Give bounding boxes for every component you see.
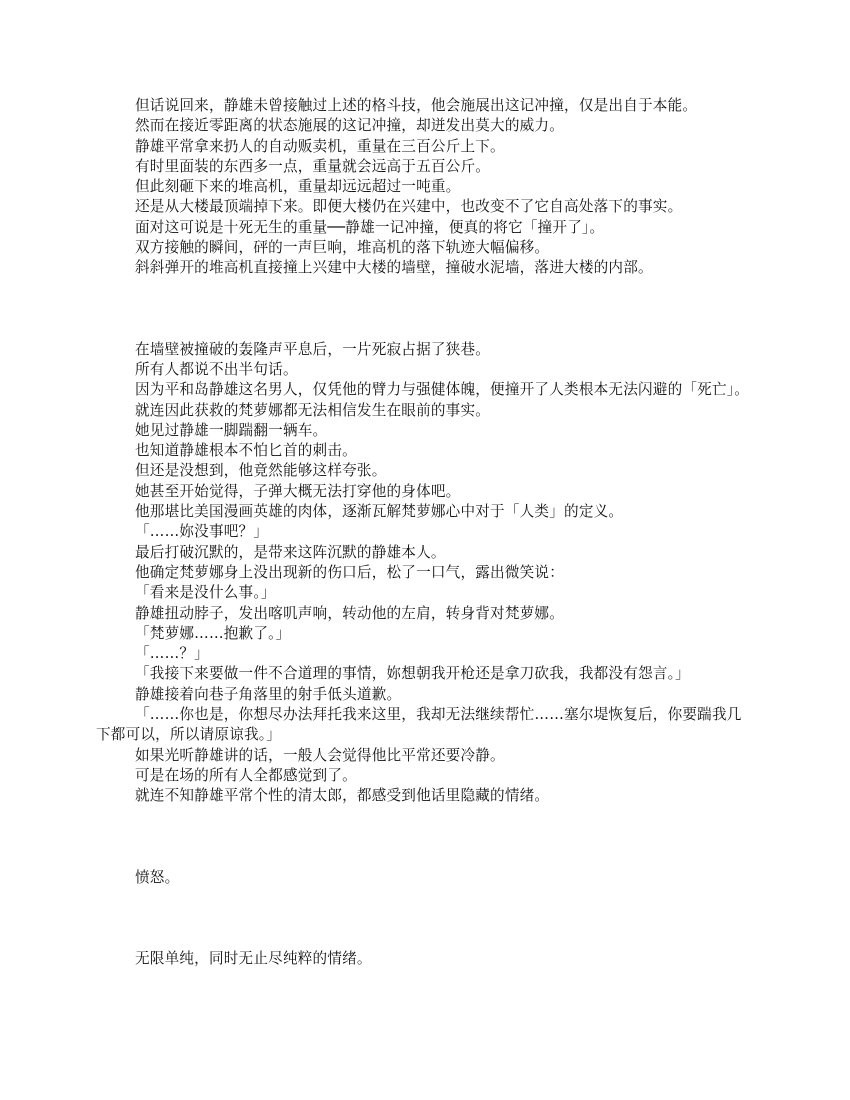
paragraph: 她见过静雄一脚踹翻一辆车。 xyxy=(135,421,328,439)
document-page xyxy=(96,96,756,969)
paragraph: 面对这可说是十死无生的重量──静雄一记冲撞，便真的将它「撞开了」。 xyxy=(135,218,605,236)
paragraph: 他那堪比美国漫画英雄的肉体，逐渐瓦解梵萝娜心中对于「人类」的定义。 xyxy=(135,503,624,521)
paragraph: 也知道静雄根本不怕匕首的刺击。 xyxy=(135,442,357,460)
paragraph: 她甚至开始觉得，子弹大概无法打穿他的身体吧。 xyxy=(135,482,461,500)
paragraph: 还是从大楼最顶端掉下来。即便大楼仍在兴建中，也改变不了它自高处落下的事实。 xyxy=(135,198,683,216)
section-spacer xyxy=(96,888,756,949)
paragraph: 双方接触的瞬间，砰的一声巨响，堆高机的落下轨迹大幅偏移。 xyxy=(135,239,550,257)
text-block-4 xyxy=(96,949,756,969)
text-block-3 xyxy=(96,868,756,888)
section-spacer xyxy=(96,279,756,340)
paragraph: 在墙壁被撞破的轰隆声平息后，一片死寂占据了狭巷。 xyxy=(135,340,491,358)
paragraph: 就连因此获救的梵萝娜都无法相信发生在眼前的事实。 xyxy=(135,401,491,419)
paragraph: 如果光听静雄讲的话，一般人会觉得他比平常还要冷静。 xyxy=(135,746,505,764)
section-spacer xyxy=(96,807,756,868)
paragraph: 最后打破沉默的，是带来这阵沉默的静雄本人。 xyxy=(135,543,446,561)
paragraph: 但此刻砸下来的堆高机，重量却远远超过一吨重。 xyxy=(135,178,461,196)
paragraph: 静雄扭动脖子，发出喀叽声响，转动他的左肩，转身背对梵萝娜。 xyxy=(135,604,565,622)
paragraph: 但还是没想到，他竟然能够这样夸张。 xyxy=(135,462,387,480)
dialogue-line: 「……？」 xyxy=(135,645,209,663)
paragraph: 他确定梵萝娜身上没出现新的伤口后，松了一口气，露出微笑说： xyxy=(135,563,565,581)
dialogue-line: 「……你也是，你想尽办法拜托我来这里，我却无法继续帮忙……塞尔堤恢复后，你要踹我几下都可以，所以请原谅我。」 xyxy=(96,706,742,744)
paragraph: 就连不知静雄平常个性的清太郎，都感受到他话里隐藏的情绪。 xyxy=(135,787,550,805)
paragraph: 所有人都说不出半句话。 xyxy=(135,360,298,378)
paragraph: 但话说回来，静雄未曾接触过上述的格斗技，他会施展出这记冲撞，仅是出自于本能。 xyxy=(135,97,698,114)
paragraph: 无限单纯，同时无止尽纯粹的情绪。 xyxy=(135,949,372,967)
dialogue-line: 「梵萝娜……抱歉了。」 xyxy=(135,624,291,642)
paragraph: 因为平和岛静雄这名男人，仅凭他的臂力与强健体魄，便撞开了人类根本无法闪避的「死亡」。 xyxy=(135,381,750,399)
dialogue-line: 「看来是没什么事。」 xyxy=(135,584,276,602)
dialogue-line: 「我接下来要做一件不合道理的事情，妳想朝我开枪还是拿刀砍我，我都没有怨言。」 xyxy=(135,665,690,683)
paragraph: 然而在接近零距离的状态施展的这记冲撞，却迸发出莫大的威力。 xyxy=(135,117,565,135)
paragraph: 有时里面装的东西多一点，重量就会远高于五百公斤。 xyxy=(135,157,491,175)
dialogue-line: 「……妳没事吧？」 xyxy=(135,523,269,541)
paragraph: 可是在场的所有人全都感觉到了。 xyxy=(135,766,357,784)
paragraph: 愤怒。 xyxy=(135,868,180,886)
paragraph: 静雄接着向巷子角落里的射手低头道歉。 xyxy=(135,685,402,703)
paragraph: 斜斜弹开的堆高机直接撞上兴建中大楼的墙壁，撞破水泥墙，落进大楼的内部。 xyxy=(135,259,653,277)
text-block-2 xyxy=(96,340,756,807)
paragraph: 静雄平常拿来扔人的自动贩卖机，重量在三百公斤上下。 xyxy=(135,137,505,155)
text-block-1 xyxy=(96,96,756,279)
